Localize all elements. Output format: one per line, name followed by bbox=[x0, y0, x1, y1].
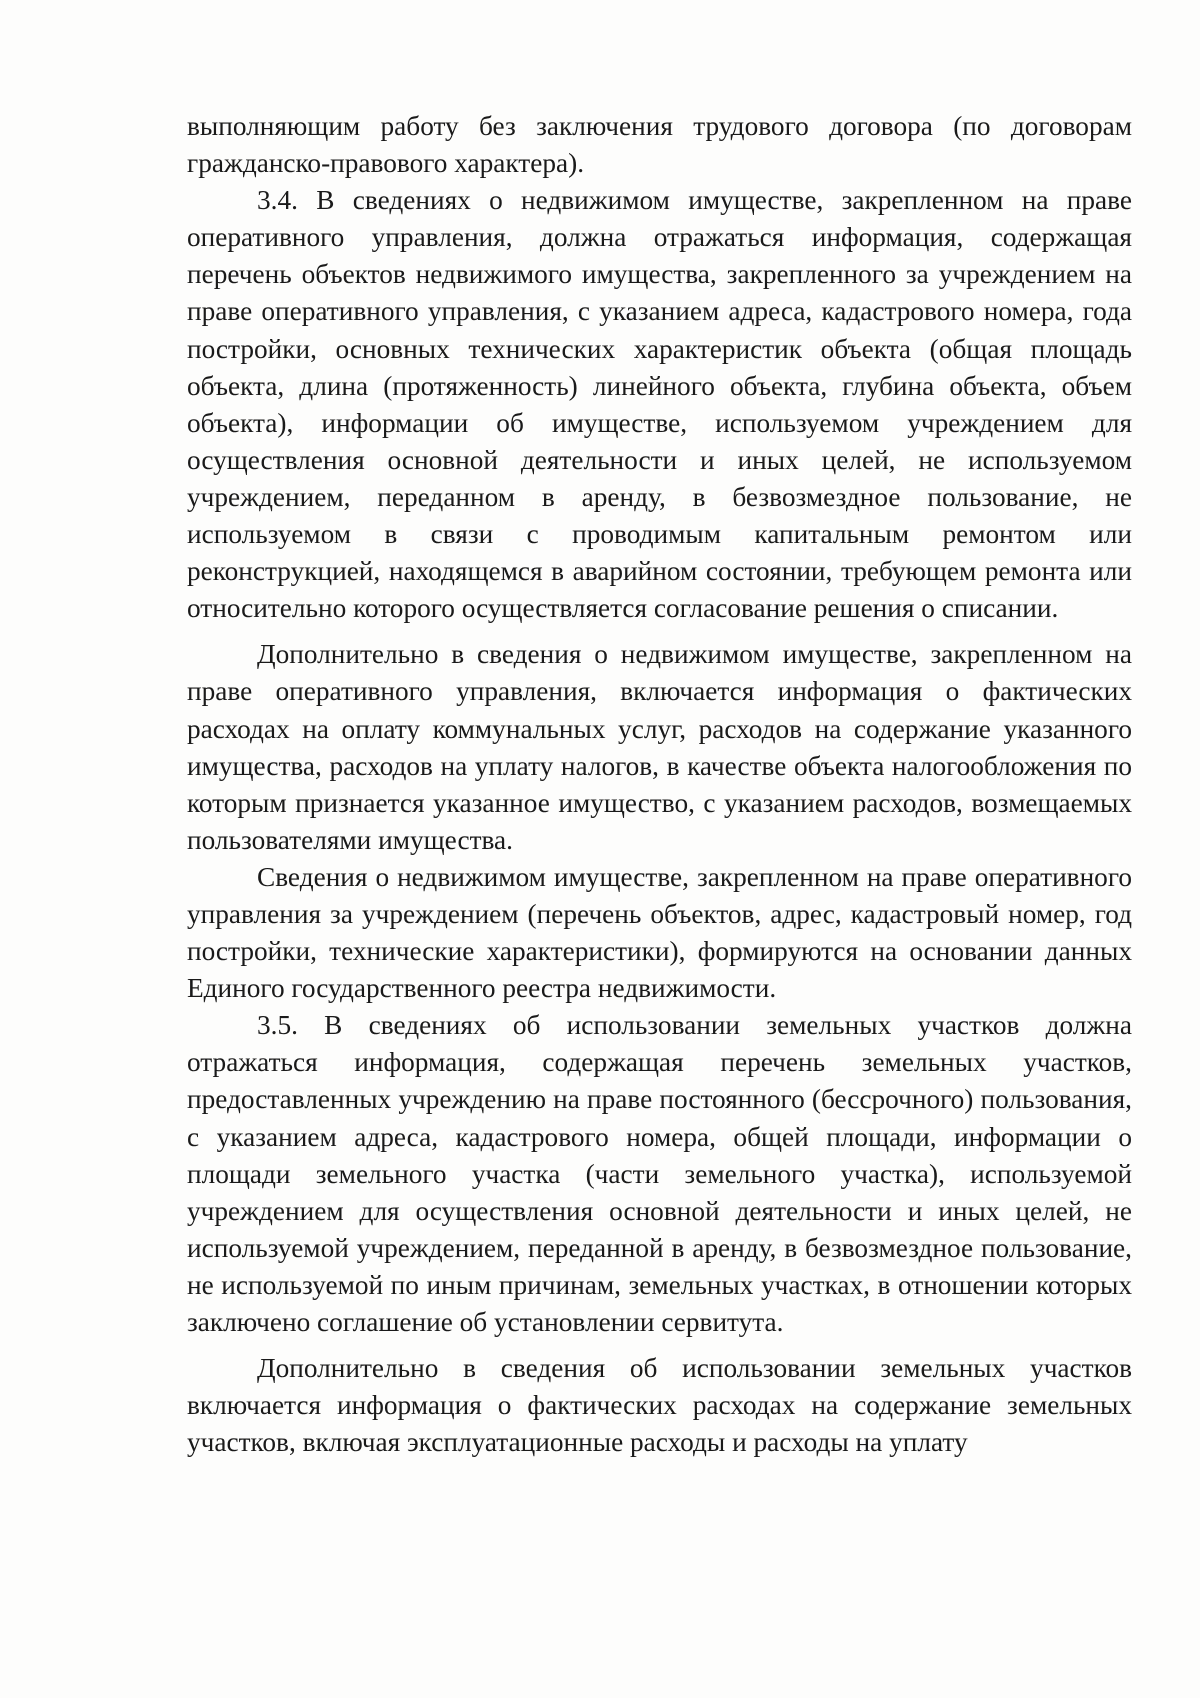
paragraph-section-3-5: 3.5. В сведениях об использовании земельных участков должна отражаться информация, содержащая перечень земельных участков, предоставленных учреждению на праве постоянного (бессрочного) пользования, с указанием адреса, кадастрового номера, общей площади, информации о площади земельного участка (части земельного участка), используемой учреждением для осуществления основной деятельности и иных целей, не используемой учреждением, переданной в аренду, в безвозмездное пользование, не используемой по иным причинам, земельных участках, в отношении которых заключено соглашение об установлении сервитута. bbox=[187, 1010, 1132, 1337]
document-body bbox=[187, 108, 1132, 1461]
paragraph-registry-source: Сведения о недвижимом имуществе, закрепленном на праве оперативного управления за учреждением (перечень объектов, адрес, кадастровый номер, год постройки, технические характеристики), формируются на основании данных Единого государственного реестра недвижимости. bbox=[187, 861, 1132, 1004]
paragraph-land-expenses: Дополнительно в сведения об использовании земельных участков включается информация о фактических расходах на содержание земельных участков, включая эксплуатационные расходы и расходы на уплату bbox=[187, 1353, 1132, 1458]
paragraph-continuation: выполняющим работу без заключения трудового договора (по договорам гражданско-правового характера). bbox=[187, 111, 1132, 179]
paragraph-section-3-4: 3.4. В сведениях о недвижимом имуществе, закрепленном на праве оперативного управления, должна отражаться информация, содержащая перечень объектов недвижимого имущества, закрепленного за учреждением на праве оперативного управления, с указанием адреса, кадастрового номера, года постройки, основных технических характеристик объекта (общая площадь объекта, длина (протяженность) линейного объекта, глубина объекта, объем объекта), информации об имуществе, используемом учреждением для осуществления основной деятельности и иных целей, не используемом учреждением, переданном в аренду, в безвозмездное пользование, не используемом в связи с проводимым капитальным ремонтом или реконструкцией, находящемся в аварийном состоянии, требующем ремонта или относительно которого осуществляется согласование решения о списании. bbox=[187, 185, 1132, 624]
paragraph-additional-expenses: Дополнительно в сведения о недвижимом имуществе, закрепленном на праве оперативного управления, включается информация о фактических расходах на оплату коммунальных услуг, расходов на содержание указанного имущества, расходов на уплату налогов, в качестве объекта налогообложения по которым признается указанное имущество, с указанием расходов, возмещаемых пользователями имущества. bbox=[187, 639, 1132, 855]
